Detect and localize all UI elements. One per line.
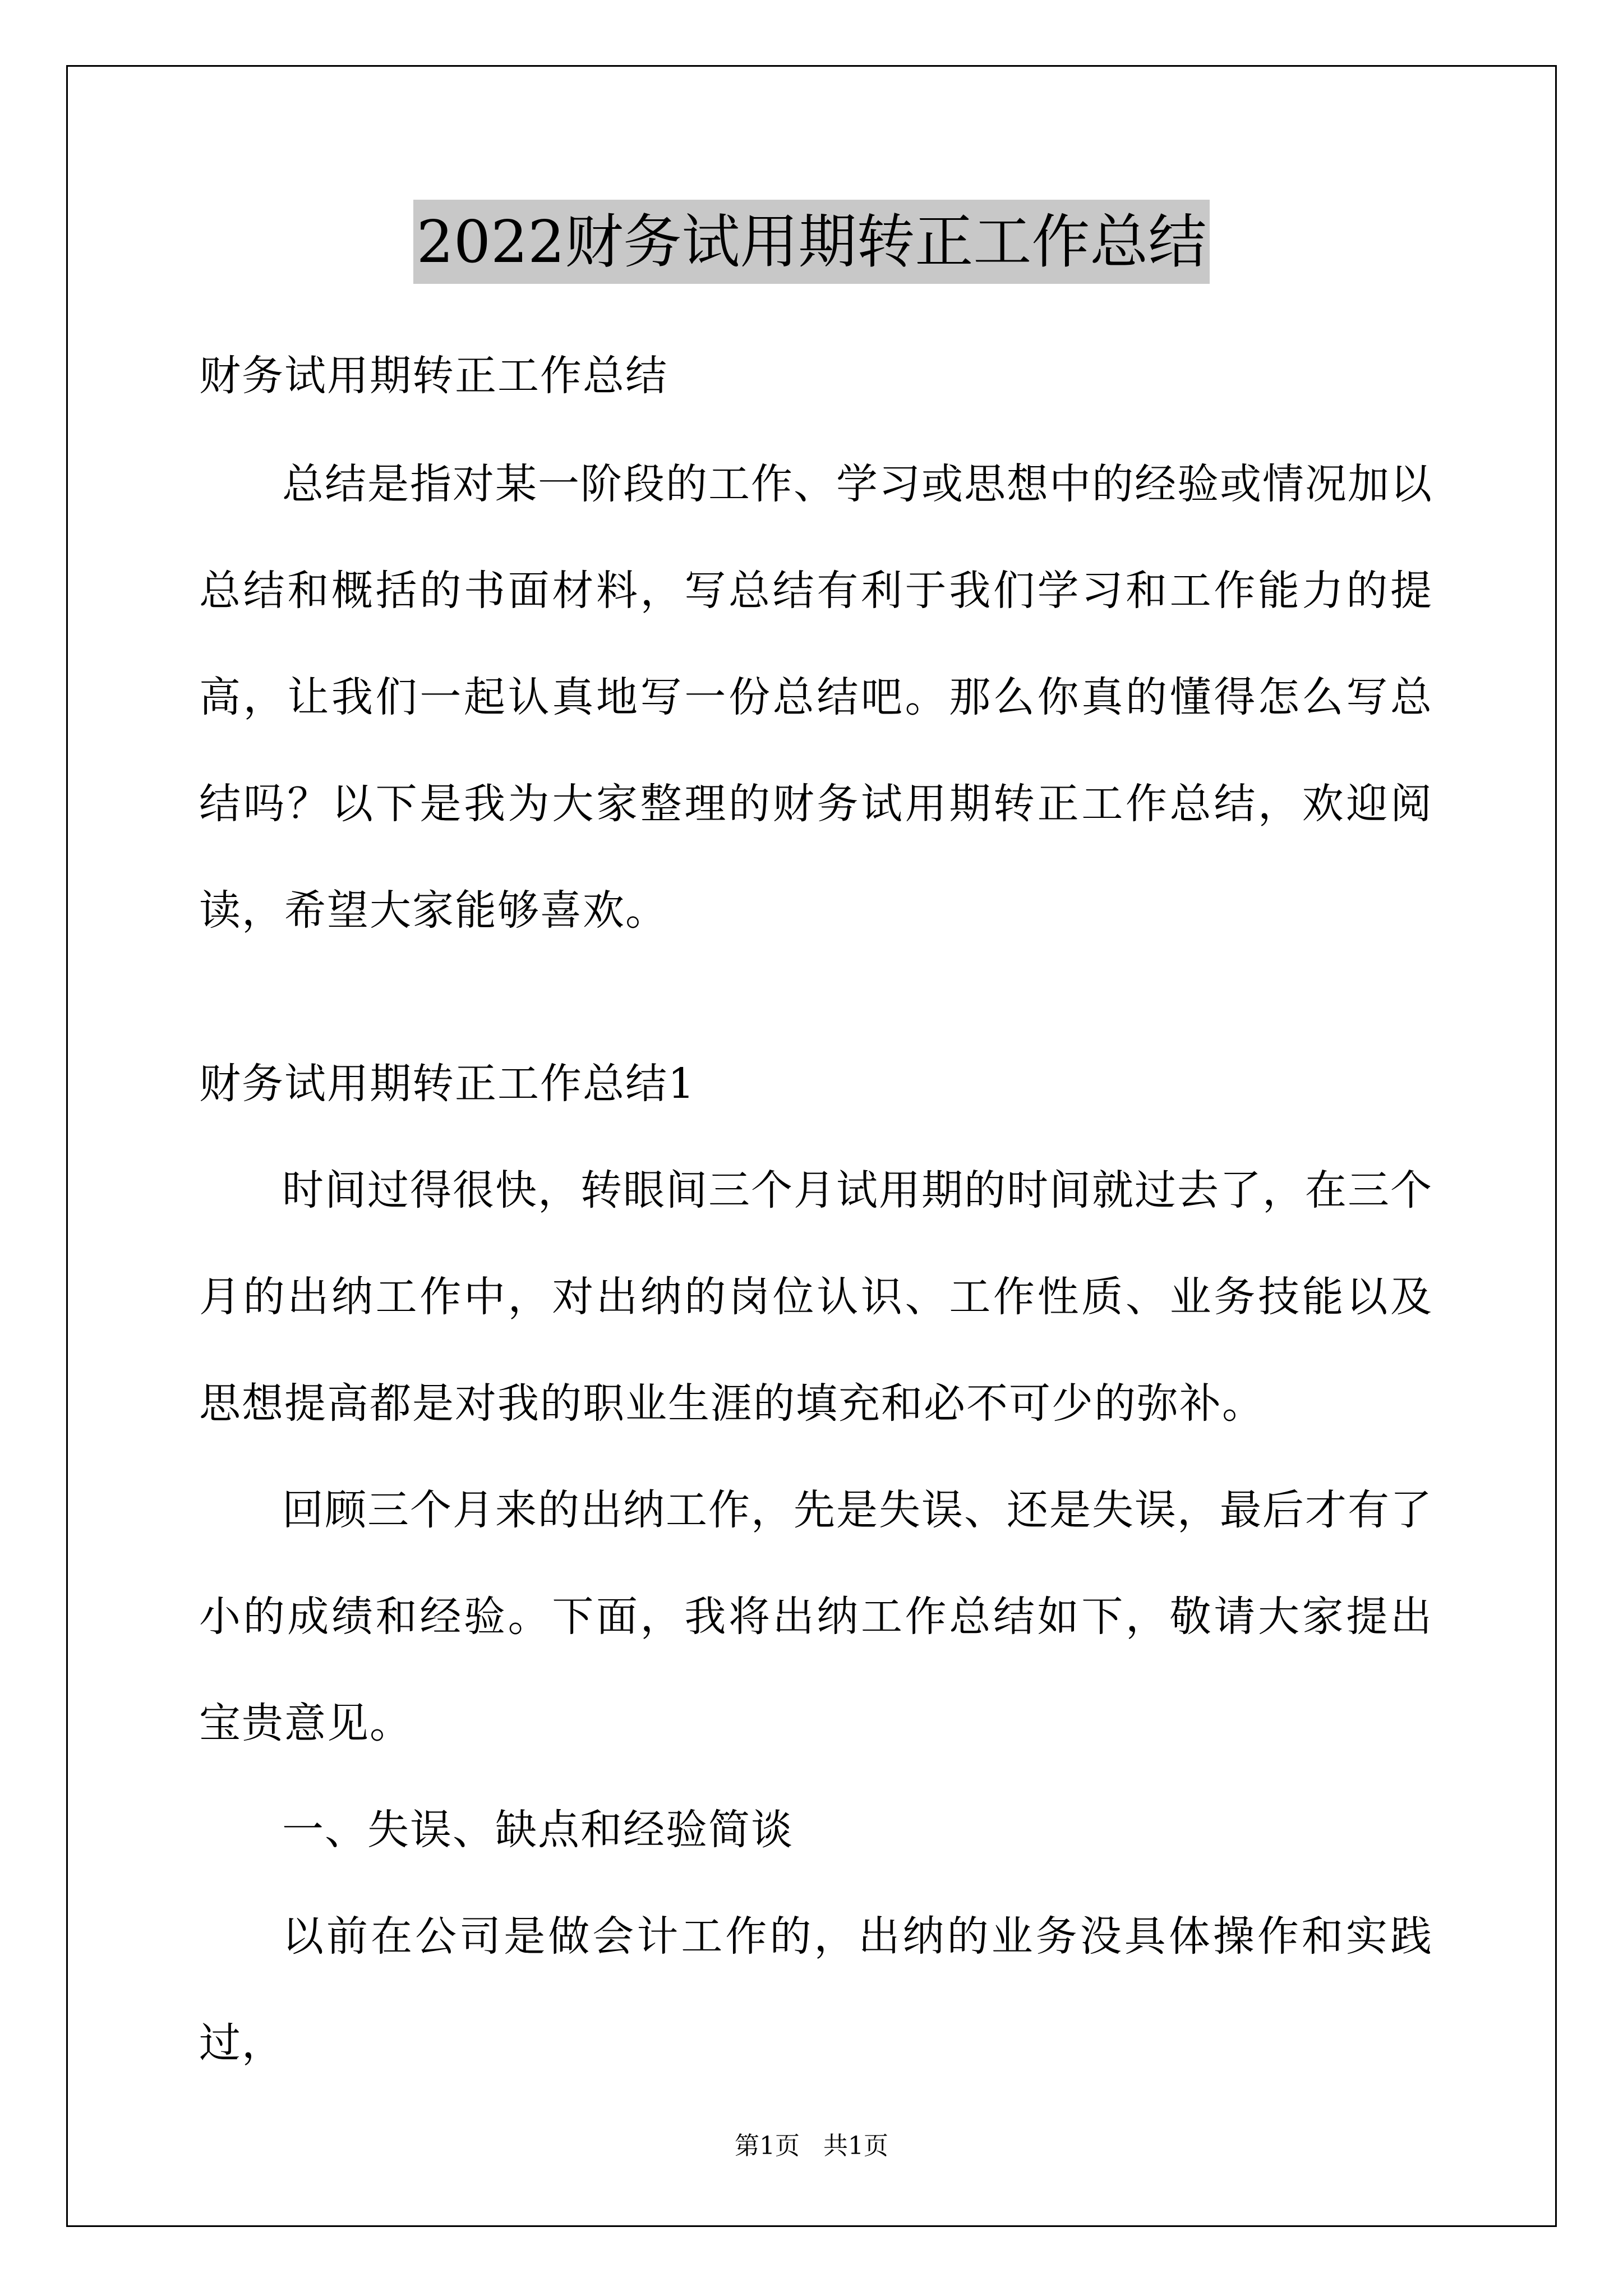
- page-total: 共1页: [823, 2132, 888, 2160]
- intro-block: [199, 431, 1433, 964]
- page-number: 第1页: [735, 2132, 800, 2160]
- section1-block: [199, 1030, 1433, 2096]
- document-subtitle: 财务试用期转正工作总结: [199, 352, 668, 400]
- section1-paragraph-2: 回顾三个月来的出纳工作，先是失误、还是失误，最后才有了小的成绩和经验。下面，我将出纳工作总结如下，敬请大家提出宝贵意见。: [199, 1486, 1433, 1747]
- subtitle-block: [199, 323, 1433, 429]
- intro-paragraph: 总结是指对某一阶段的工作、学习或思想中的经验或情况加以总结和概括的书面材料，写总结有利于我们学习和工作能力的提高，让我们一起认真地写一份总结吧。那么你真的懂得怎么写总结吗？以下是我为大家整理的财务试用期转正工作总结，欢迎阅读，希望大家能够喜欢。: [199, 460, 1433, 935]
- section1-subheading: 一、失误、缺点和经验简谈: [282, 1806, 794, 1854]
- title-container: [0, 200, 1623, 284]
- document-title: 2022财务试用期转正工作总结: [413, 200, 1210, 284]
- section1-paragraph-3: 以前在公司是做会计工作的，出纳的业务没具体操作和实践过，: [199, 1912, 1433, 2067]
- section1-paragraph-1: 时间过得很快，转眼间三个月试用期的时间就过去了，在三个月的出纳工作中，对出纳的岗位认识、工作性质、业务技能以及思想提高都是对我的职业生涯的填充和必不可少的弥补。: [199, 1166, 1433, 1428]
- section1-heading: 财务试用期转正工作总结1: [199, 1060, 696, 1108]
- page-footer: [0, 2129, 1623, 2163]
